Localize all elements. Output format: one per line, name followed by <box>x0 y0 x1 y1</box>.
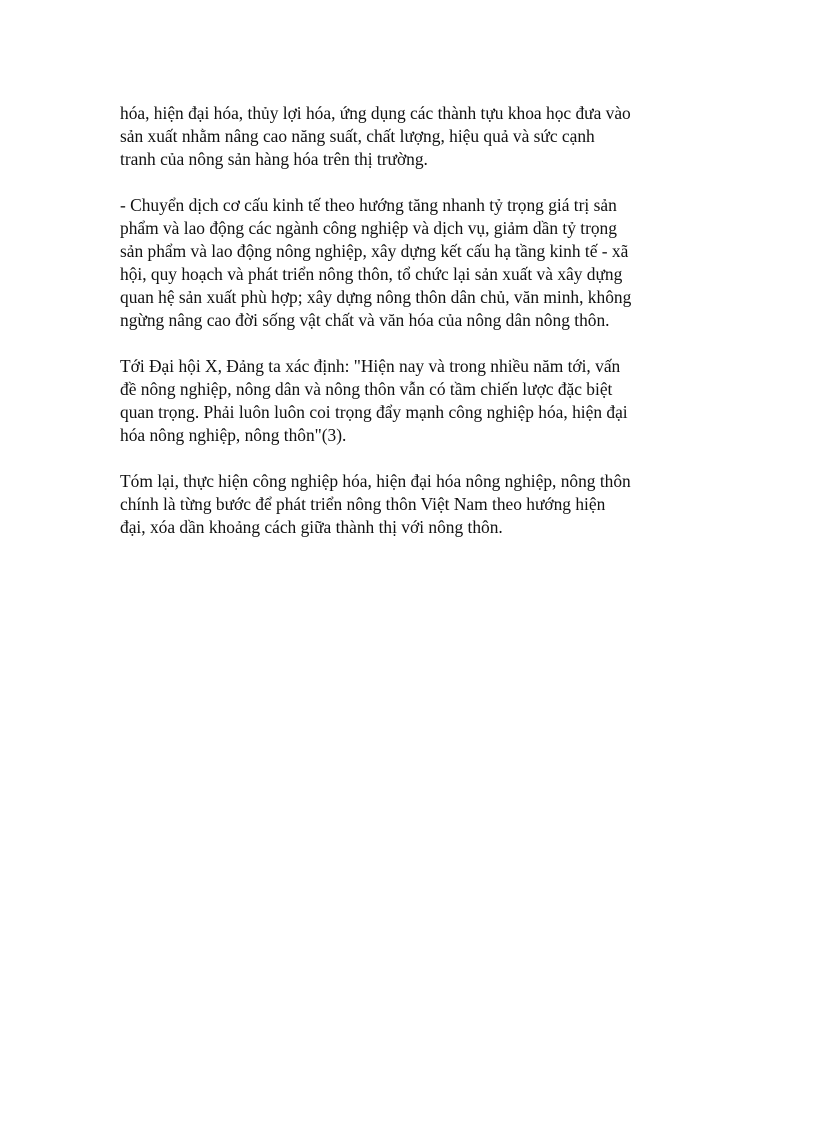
text-line: đại, xóa dần khoảng cách giữa thành thị với nông thôn. <box>120 517 503 537</box>
text-line: phẩm và lao động các ngành công nghiệp và dịch vụ, giảm dần tỷ trọng <box>120 218 617 238</box>
text-line: hóa, hiện đại hóa, thủy lợi hóa, ứng dụng các thành tựu khoa học đưa vào <box>120 103 631 123</box>
text-line: quan hệ sản xuất phù hợp; xây dựng nông thôn dân chủ, văn minh, không <box>120 287 632 307</box>
text-line: sản xuất nhằm nâng cao năng suất, chất lượng, hiệu quả và sức cạnh <box>120 126 595 146</box>
document-body <box>120 102 705 562</box>
paragraph-summary <box>120 470 705 539</box>
text-line: đề nông nghiệp, nông dân và nông thôn vẫn có tầm chiến lược đặc biệt <box>120 379 613 399</box>
text-line: quan trọng. Phải luôn luôn coi trọng đẩy mạnh công nghiệp hóa, hiện đại <box>120 402 628 422</box>
text-line: chính là từng bước để phát triển nông thôn Việt Nam theo hướng hiện <box>120 494 606 514</box>
text-line: hội, quy hoạch và phát triển nông thôn, tổ chức lại sản xuất và xây dựng <box>120 264 623 284</box>
text-line: Tới Đại hội X, Đảng ta xác định: "Hiện nay và trong nhiều năm tới, vấn <box>120 356 621 376</box>
text-line: ngừng nâng cao đời sống vật chất và văn hóa của nông dân nông thôn. <box>120 310 610 330</box>
text-line: Tóm lại, thực hiện công nghiệp hóa, hiện đại hóa nông nghiệp, nông thôn <box>120 471 631 491</box>
text-line: tranh của nông sản hàng hóa trên thị trường. <box>120 149 428 169</box>
paragraph-economic-restructuring <box>120 194 705 332</box>
text-line: hóa nông nghiệp, nông thôn"(3). <box>120 425 347 445</box>
paragraph-modernization-goals <box>120 102 705 171</box>
text-line: sản phẩm và lao động nông nghiệp, xây dựng kết cấu hạ tầng kinh tế - xã <box>120 241 629 261</box>
paragraph-party-congress-x <box>120 355 705 447</box>
text-line: - Chuyển dịch cơ cấu kinh tế theo hướng tăng nhanh tỷ trọng giá trị sản <box>120 195 617 215</box>
